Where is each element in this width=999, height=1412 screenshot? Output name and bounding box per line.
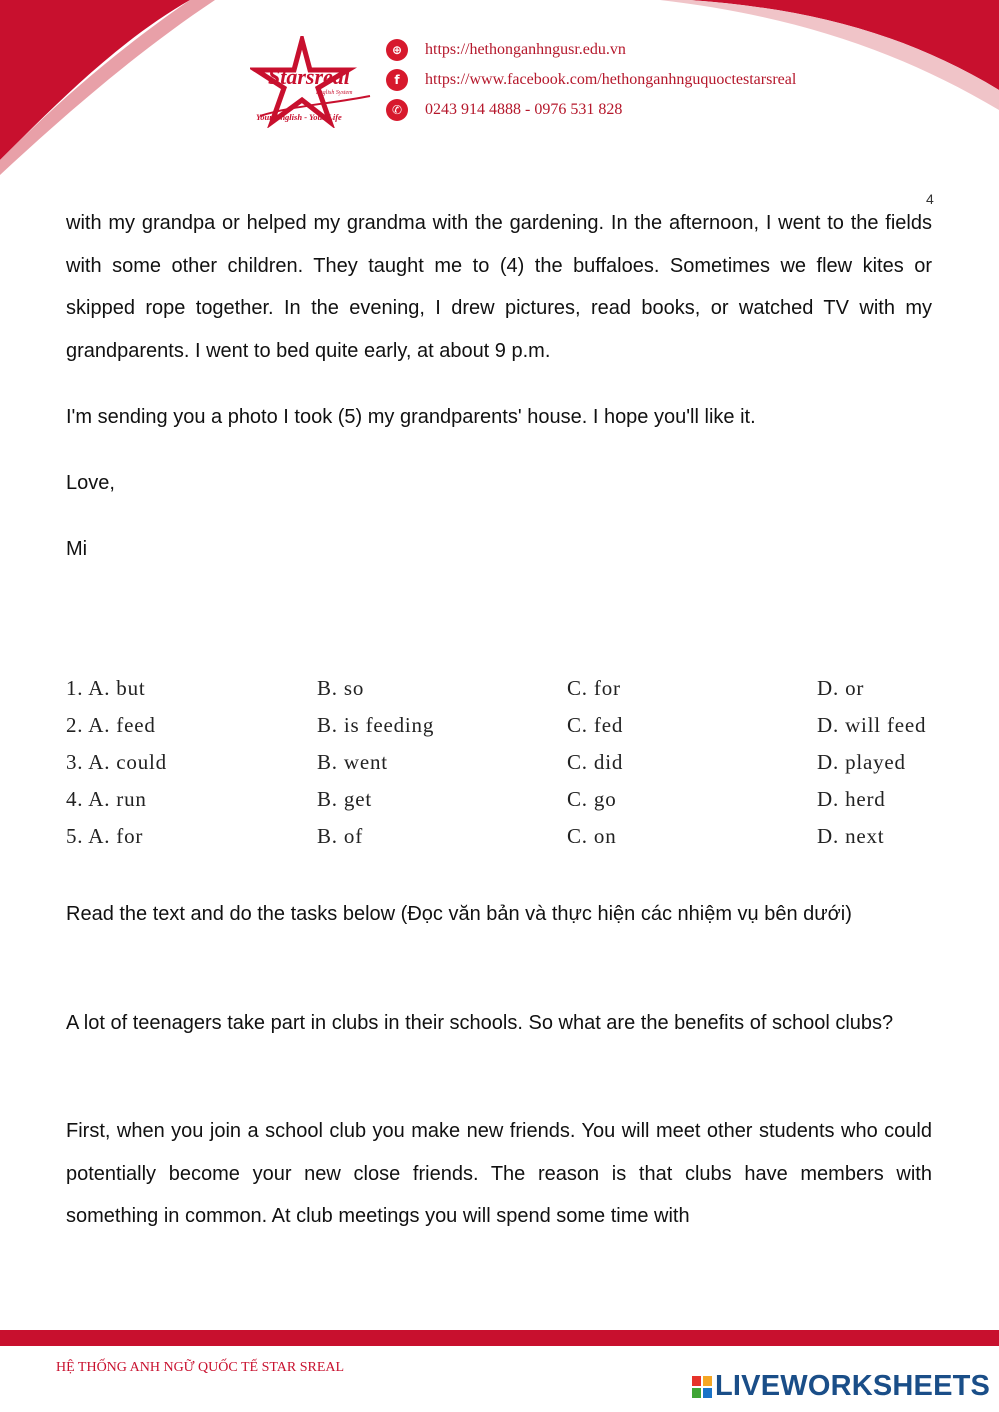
facebook-url[interactable]: https://www.facebook.com/hethonganhnguquoctestarsreal	[425, 71, 797, 88]
letter-signature: Mi	[66, 538, 88, 560]
question-row	[66, 672, 976, 709]
option-a[interactable]: 2. A. feed	[66, 713, 156, 737]
option-d[interactable]: D. next	[817, 824, 885, 848]
question-row	[66, 746, 976, 783]
letter-closing: Love,	[66, 472, 115, 494]
option-c[interactable]: C. on	[567, 824, 617, 848]
liveworksheets-brand[interactable]	[692, 1370, 990, 1403]
option-b[interactable]: B. is feeding	[317, 713, 435, 737]
liveworksheets-icon	[692, 1376, 712, 1398]
option-d[interactable]: D. will feed	[817, 713, 927, 737]
option-b[interactable]: B. went	[317, 750, 388, 774]
letter-paragraph-2: I'm sending you a photo I took (5) my grandparents' house. I hope you'll like it.	[66, 406, 756, 428]
option-b[interactable]: B. so	[317, 676, 365, 700]
reading-paragraph-2: First, when you join a school club you make new friends. You will meet other students who could potentially become your new close friends. The reason is that clubs have members with something in common. At club meetings you will spend some time with	[66, 1120, 932, 1227]
footer-bar	[0, 1330, 999, 1346]
logo-tagline: Your English - Your Life	[256, 112, 342, 122]
option-c[interactable]: C. fed	[567, 713, 624, 737]
reading-paragraph-1: A lot of teenagers take part in clubs in their schools. So what are the benefits of school clubs?	[66, 1012, 894, 1034]
website-url[interactable]: https://hethonganhngusr.edu.vn	[425, 41, 626, 58]
option-b[interactable]: B. of	[317, 824, 363, 848]
option-d[interactable]: D. played	[817, 750, 906, 774]
phone-numbers: 0243 914 4888 - 0976 531 828	[425, 101, 623, 118]
option-a[interactable]: 3. A. could	[66, 750, 167, 774]
page-header	[0, 0, 999, 190]
contact-website[interactable]	[386, 38, 626, 62]
logo-subtitle: English System	[316, 90, 353, 96]
header-swoosh-decoration	[0, 0, 999, 190]
option-d[interactable]: D. herd	[817, 787, 886, 811]
liveworksheets-text: LIVEWORKSHEETS	[715, 1370, 991, 1402]
option-c[interactable]: C. did	[567, 750, 624, 774]
footer-organization: HỆ THỐNG ANH NGỮ QUỐC TẾ STAR SREAL	[56, 1360, 345, 1375]
option-a[interactable]: 5. A. for	[66, 824, 144, 848]
option-c[interactable]: C. go	[567, 787, 617, 811]
option-b[interactable]: B. get	[317, 787, 372, 811]
question-row	[66, 783, 976, 820]
facebook-icon: f	[386, 69, 408, 91]
reading-instruction: Read the text and do the tasks below (Đọc văn bản và thực hiện các nhiệm vụ bên dưới)	[66, 903, 852, 925]
option-d[interactable]: D. or	[817, 676, 865, 700]
option-a[interactable]: 4. A. run	[66, 787, 147, 811]
contact-phone	[386, 98, 622, 122]
option-a[interactable]: 1. A. but	[66, 676, 146, 700]
option-c[interactable]: C. for	[567, 676, 621, 700]
question-row	[66, 820, 976, 857]
contact-facebook[interactable]	[386, 68, 796, 92]
logo-name: Starsreal	[268, 64, 350, 89]
page-number: 4	[926, 191, 934, 207]
letter-paragraph-1: with my grandpa or helped my grandma with the gardening. In the afternoon, I went to the fields with some other children. They taught me to (4) the buffaloes. Sometimes we flew kites or skipped rope together. In the evening, I drew pictures, read books, or watched TV with my grandparents. I went to bed quite early, at about 9 p.m.	[66, 212, 932, 362]
globe-icon: ⊕	[386, 39, 408, 61]
phone-icon: ✆	[386, 99, 408, 121]
question-row	[66, 709, 976, 746]
answer-options-table	[66, 672, 976, 857]
